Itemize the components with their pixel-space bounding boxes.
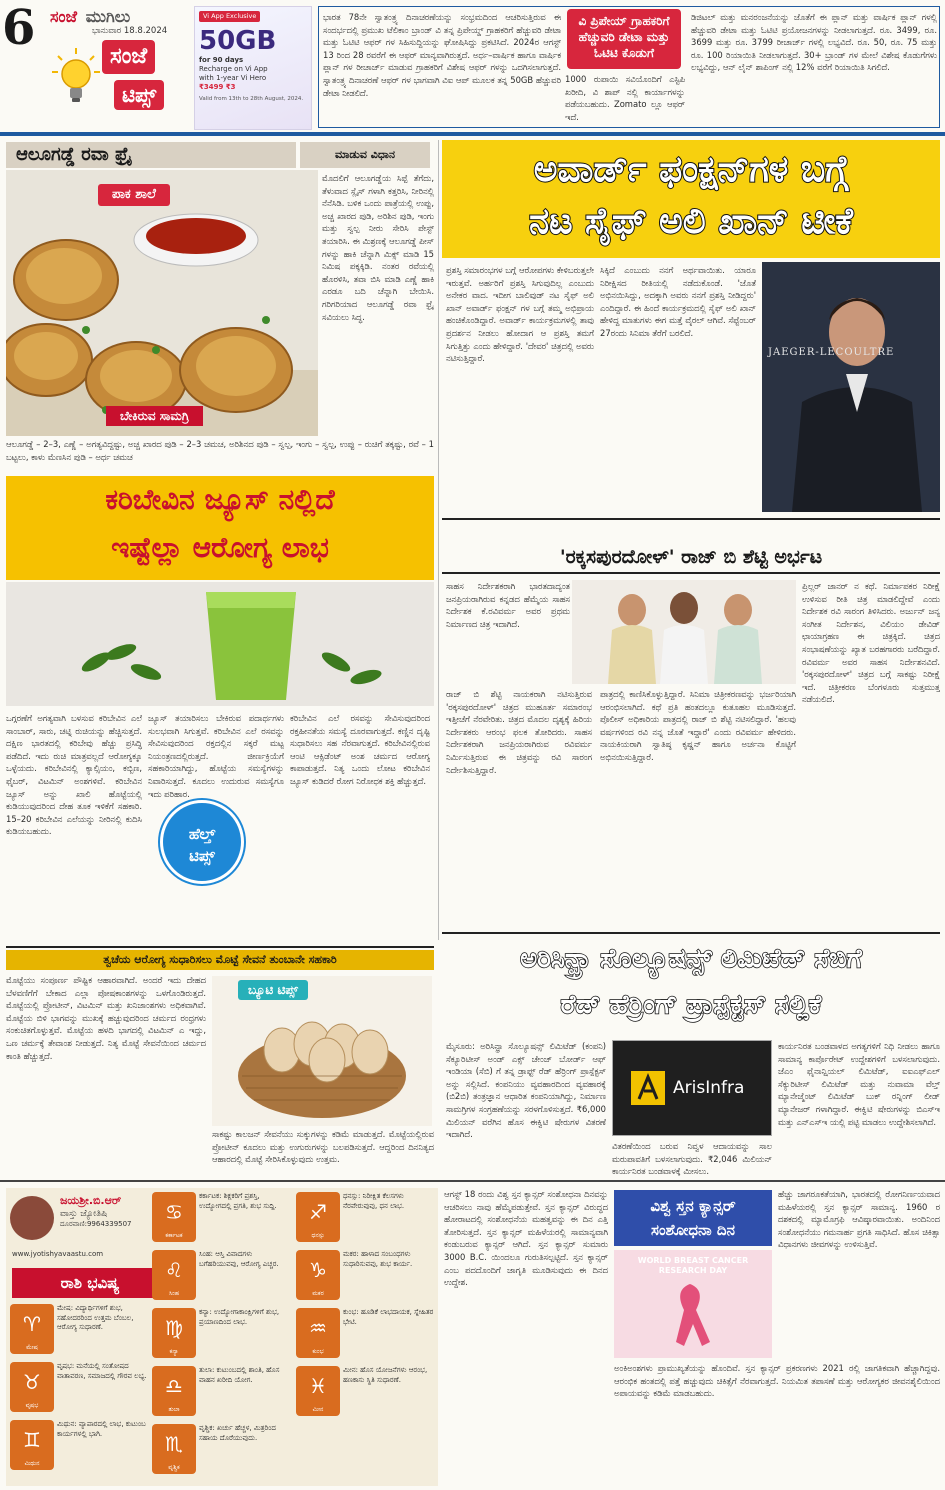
arisinfra-logo-text: ArisInfra bbox=[673, 1078, 745, 1098]
astrologer-phone: ದೂರವಾಣಿ:9964339507 bbox=[60, 1220, 132, 1228]
kitchen-label: ಪಾಕ ಶಾಲೆ bbox=[98, 184, 170, 206]
curry-headline bbox=[6, 476, 434, 580]
award-article-column: ಪ್ರಶಸ್ತಿ ಸಮಾರಂಭಗಳ ಬಗ್ಗೆ ಆರೋಪಗಳು ಕೇಳಿಬರುತ್ತಲೇ ಇರುತ್ತವೆ. ಅರ್ಹರಿಗೆ ಪ್ರಶಸ್ತಿ ಸಿಗುವುದಿಲ್ಲ ಎಂಬುದು ಅನೇಕರ ವಾದ. ಇದೀಗ ಬಾಲಿವುಡ್ ನಟ ಸೈಫ್ ಅಲಿ ಖಾನ್ ಅವಾರ್ಡ್ ಫಂಕ್ಷನ್ ಗಳ ಬಗ್ಗೆ ತಮ್ಮ ಅಭಿಪ್ರಾಯ ಹಂಚಿಕೊಂಡಿದ್ದಾರೆ. ಅವಾರ್ಡ್ ಕಾರ್ಯಕ್ರಮಗಳಲ್ಲಿ ತಾವು ಪ್ರದರ್ಶನ ನೀಡಲು ಹೋದಾಗ ಆ ಪ್ರಶಸ್ತಿ ತಮಗೆ ಸಿಗುತ್ತಿತ್ತು ಎಂದು ಹೇಳಿದ್ದಾರೆ. 'ದೇವರ' ಚಿತ್ರದಲ್ಲಿ ಅವರು ನಟಿಸುತ್ತಿದ್ದಾರೆ. bbox=[446, 265, 594, 364]
zodiac-libra bbox=[152, 1366, 292, 1422]
sagittarius-icon: ♐ ಧನಸ್ಸು bbox=[296, 1192, 340, 1242]
cancer-day-title-line1: ವಿಶ್ವ ಸ್ತನ ಕ್ಯಾನ್ಸರ್ bbox=[650, 1197, 736, 1215]
ad-tag: Vi App Exclusive bbox=[199, 11, 260, 22]
cast-group-illustration bbox=[572, 580, 796, 684]
article-column: ಭಾರತ 78ನೇ ಸ್ವಾತಂತ್ರ್ಯ ದಿನಾಚರಣೆಯನ್ನು ಸಂಭ್ರಮದಿಂದ ಆಚರಿಸುತ್ತಿರುವ ಈ ಸಂದರ್ಭದಲ್ಲಿ ಪ್ರಮುಖ ಟೆಲಿಕಾಂ ಬ್ರಾಂಡ್ ವಿ ತನ್ನ ಪ್ರಿಪೇಯ್ಡ್ ಗ್ರಾಹಕರಿಗೆ ಹೆಚ್ಚುವರಿ ಡೇಟಾ ಮತ್ತು ಓಟಿಟಿ ಆಫರ್ ಗಳ ಸಿಹಿಸುದ್ದಿಯನ್ನು ಘೋಷಿಸಿದ್ದು ಪ್ರಕಟಿಸಿದೆ. 2024ರ ಆಗಸ್ಟ್ 13 ರಿಂದ 28 ರವರೆಗೆ ಈ ಆಫರ್ ಮಾನ್ಯವಾಗಿರುತ್ತದೆ. ಅರ್ಧ–ವಾರ್ಷಿಕ ಹಾಗೂ ವಾರ್ಷಿಕ ಪ್ಲಾನ್ ಗಳ ರೀಚಾರ್ಜ್ ಮಾಡುವ ಗ್ರಾಹಕರಿಗೆ ವಿಶೇಷ ಆಫರ್ ಗಳನ್ನು ಒದಗಿಸಲಾಗುತ್ತದೆ. ಸ್ವಾತಂತ್ರ್ಯ ದಿನಾಚರಣೆ ಆಫರ್ ಗಳ ಭಾಗವಾಗಿ ವಿಐ ಆಪ್ ಮೂಲಕ ತನ್ನ 50GB ಹೆಚ್ಚುವರಿ ಡೇಟಾ ನೀಡಲಿದೆ. bbox=[323, 12, 561, 98]
arisinfra-headline bbox=[442, 936, 940, 1036]
ad-price: ₹3499 ₹3 bbox=[199, 83, 236, 92]
horoscope-panel bbox=[6, 1188, 438, 1486]
ad-line1: for 90 days bbox=[199, 56, 244, 65]
libra-icon: ♎ ತುಲಾ bbox=[152, 1366, 196, 1416]
curry-article-column: ಜ್ಯೂಸ್ ತಯಾರಿಸಲು ಬೇಕಿರುವ ಪದಾರ್ಥಗಳು ಸುಲಭವಾಗಿ ಸಿಗುತ್ತವೆ. ಕರಿಬೇವಿನ ಎಲೆ ರಸವನ್ನು ಸೇವಿಸುವುದರಿಂದ ರಕ್ತದಲ್ಲಿನ ಸಕ್ಕರೆ ಮಟ್ಟ ನಿಯಂತ್ರಣದಲ್ಲಿರುತ್ತದೆ. ಜೀರ್ಣಕ್ರಿಯೆಗೆ ಸಹಕಾರಿಯಾಗಿದ್ದು, ಹೊಟ್ಟೆಯ ಸಮಸ್ಯೆಗಳನ್ನು ನಿವಾರಿಸುತ್ತದೆ. ಕೂದಲು ಉದುರುವ ಸಮಸ್ಯೆಗೂ ಇದು ಪರಿಹಾರ. bbox=[148, 713, 284, 799]
eggs-basket-photo bbox=[212, 976, 432, 1126]
zodiac-text: ಕನ್ಯಾ: ಉದ್ಯೋಗಾಕಾಂಕ್ಷಿಗಳಿಗೆ ಶುಭ, ಪ್ರಯಾಣದಿಂದ ಲಾಭ. bbox=[199, 1308, 280, 1326]
astrologer-avatar bbox=[10, 1196, 54, 1240]
zodiac-text: ಮಕರ: ಹಾಳಾದ ಸಂಬಂಧಗಳು ಸುಧಾರಿಸುವವು, ಶುಭ ಕಾರ್ಯ. bbox=[343, 1250, 413, 1268]
page-number: 6 bbox=[2, 0, 36, 56]
zodiac-text: ಸಿಂಹ: ಆಸ್ತಿ ವಿವಾದಗಳು ಬಗೆಹರಿಯುವವು, ಆರೋಗ್ಯ ಎಚ್ಚರ. bbox=[199, 1250, 279, 1268]
zodiac-aries bbox=[10, 1304, 150, 1360]
poster-title: WORLD BREAST CANCER RESEARCH DAY bbox=[637, 1256, 749, 1275]
recipe-photo bbox=[6, 170, 318, 436]
curry-article-column: ಕರಿಬೇವಿನ ಎಲೆ ರಸವನ್ನು ಸೇವಿಸುವುದರಿಂದ ರಕ್ತಹೀನತೆಯ ಸಮಸ್ಯೆ ದೂರವಾಗುತ್ತದೆ. ಕಣ್ಣಿನ ದೃಷ್ಟಿ ಸುಧಾರಿಸಲು ಸಹ ನೆರವಾಗುತ್ತದೆ. ಕರಿಬೇವಿನಲ್ಲಿರುವ ಆಂಟಿ ಆಕ್ಸಿಡೆಂಟ್ ಅಂಶ ಚರ್ಮದ ಆರೋಗ್ಯ ಕಾಪಾಡುತ್ತದೆ. ನಿತ್ಯ ಒಂದು ಲೋಟ ಕರಿಬೇವಿನ ಜ್ಯೂಸ್ ಕುಡಿದರೆ ರೋಗ ನಿರೋಧಕ ಶಕ್ತಿ ಹೆಚ್ಚುತ್ತದೆ. bbox=[290, 713, 430, 786]
aquarius-icon: ♒ ಕುಂಭ bbox=[296, 1308, 340, 1358]
section-divider bbox=[0, 132, 945, 136]
skin-article-column: ಸಾಕಷ್ಟು ಕಾಲಜನ್ ಸೇವನೆಯು ಸುಕ್ಕುಗಳನ್ನು ಕಡಿಮೆ ಮಾಡುತ್ತದೆ. ಮೊಟ್ಟೆಯಲ್ಲಿರುವ ಪ್ರೋಟೀನ್ ಕೂದಲು ಮತ್ತು ಉಗುರುಗಳನ್ನು ಬಲಪಡಿಸುತ್ತದೆ. ಆದ್ದರಿಂದ ದಿನನಿತ್ಯದ ಆಹಾರದಲ್ಲಿ ಮೊಟ್ಟೆ ಸೇರಿಸಿಕೊಳ್ಳುವುದು ಉತ್ತಮ. bbox=[212, 1129, 434, 1165]
column-divider bbox=[438, 140, 439, 940]
health-tips-line1: ಹೆಲ್ತ್ bbox=[188, 825, 216, 843]
recipe-title: ಆಲೂಗಡ್ಡೆ ರವಾ ಫ್ರೈ bbox=[6, 142, 296, 168]
movie-launch-photo bbox=[572, 580, 796, 684]
zodiac-text: ಕರ್ಕಾಟಕ: ಶಿಕ್ಷಕರಿಗೆ ಪ್ರಶಸ್ತಿ, ಉದ್ಯೋಗದಲ್ಲಿ ಪ್ರಗತಿ, ಶುಭ ಸುದ್ದಿ. bbox=[199, 1192, 277, 1210]
ad-line2: Recharge on Vi App bbox=[199, 65, 268, 74]
arisinfra-headline-line2: ರೆಡ್ ಹೆರ್ರಿಂಗ್ ಪ್ರಾಸ್ಪೆಕ್ಟಸ್ ಸಲ್ಲಿಕೆ bbox=[560, 990, 822, 1020]
leo-icon: ♌ ಸಿಂಹ bbox=[152, 1250, 196, 1300]
zodiac-leo bbox=[152, 1250, 292, 1306]
skin-article-column: ಮೊಟ್ಟೆಯು ಸಂಪೂರ್ಣ ಪೌಷ್ಟಿಕ ಆಹಾರವಾಗಿದೆ. ಅಂದರೆ ಇದು ದೇಹದ ಬೆಳವಣಿಗೆಗೆ ಬೇಕಾದ ಎಲ್ಲಾ ಪೋಷಕಾಂಶಗಳನ್ನು ಒಳಗೊಂಡಿರುತ್ತದೆ. ಮೊಟ್ಟೆಯಲ್ಲಿ ಪ್ರೋಟೀನ್, ವಿಟಮಿನ್ ಮತ್ತು ಖನಿಜಾಂಶಗಳು ಅಧಿಕವಾಗಿವೆ. ಮೊಟ್ಟೆಯ ಬಿಳಿ ಭಾಗವನ್ನು ಮುಖಕ್ಕೆ ಹಚ್ಚುವುದರಿಂದ ಚರ್ಮದ ರಂಧ್ರಗಳು ಸಂಕುಚಿತಗೊಳ್ಳುತ್ತವೆ. ಮೊಟ್ಟೆಯ ಹಳದಿ ಭಾಗದಲ್ಲಿ ವಿಟಮಿನ್ ಎ ಇದ್ದು, ಒಣ ಚರ್ಮಕ್ಕೆ ತೇವಾಂಶ ನೀಡುತ್ತದೆ. ನಿತ್ಯ ಮೊಟ್ಟೆ ಸೇವನೆಯಿಂದ ಚರ್ಮದ ಕಾಂತಿ ಹೆಚ್ಚುತ್ತದೆ. bbox=[6, 975, 206, 1061]
zodiac-text: ವೃಶ್ಚಿಕ: ಖರ್ಚು ಹೆಚ್ಚಳ, ಮಿತ್ರರಿಂದ ಸಹಾಯ ದೊರೆಯುವುದು. bbox=[199, 1424, 276, 1442]
cancer-day-title bbox=[614, 1190, 772, 1246]
skin-headline: ತ್ವಚೆಯ ಆರೋಗ್ಯ ಸುಧಾರಿಸಲು ಮೊಟ್ಟೆ ಸೇವನೆ ತುಂಬಾನೇ ಸಹಕಾರಿ bbox=[6, 950, 434, 970]
health-tips-badge bbox=[160, 800, 244, 884]
curry-headline-line2: ಇಷ್ಟೆಲ್ಲಾ ಆರೋಗ್ಯ ಲಾಭ bbox=[111, 531, 329, 564]
cancer-day-title-line2: ಸಂಶೋಧನಾ ದಿನ bbox=[651, 1221, 735, 1239]
zodiac-sagittarius bbox=[296, 1192, 436, 1248]
arisinfra-logo bbox=[612, 1040, 772, 1136]
section-subtitle: ಟಿಪ್ಸ್ bbox=[114, 80, 164, 110]
arisinfra-article-column: ಮೈಸೂರು: ಅರಿಸಿನ್ಫ್ರಾ ಸೊಲ್ಯೂಷನ್ಸ್ ಲಿಮಿಟೆಡ್ (ಕಂಪನಿ) ಸೆಕ್ಯೂರಿಟೀಸ್ ಅಂಡ್ ಎಕ್ಸ್ ಚೇಂಜ್ ಬೋರ್ಡ್ ಆಫ್ ಇಂಡಿಯಾ (ಸೆಬಿ) ಗೆ ತನ್ನ ಡ್ರಾಫ್ಟ್ ರೆಡ್ ಹೆರ್ರಿಂಗ್ ಪ್ರಾಸ್ಪೆಕ್ಟಸ್ ಅನ್ನು ಸಲ್ಲಿಸಿದೆ. ಕಂಪನಿಯು ವ್ಯವಹಾರದಿಂದ ವ್ಯವಹಾರಕ್ಕೆ (ಬಿ2ಬಿ) ತಂತ್ರಜ್ಞಾನ ಆಧಾರಿತ ಕಂಪನಿಯಾಗಿದ್ದು, ನಿರ್ಮಾಣ ಸಾಮಗ್ರಿಗಳ ಸಂಗ್ರಹಣೆಯನ್ನು ಸರಳಗೊಳಿಸುತ್ತದೆ. ₹6,000 ಮಿಲಿಯನ್ ವರೆಗಿನ ಹೊಸ ಈಕ್ವಿಟಿ ಷೇರುಗಳ ವಿತರಣೆ ಇದಾಗಿದೆ. bbox=[446, 1041, 606, 1140]
article-column: ಡಿಜಿಟಲ್ ಮತ್ತು ಮನರಂಜನೆಯನ್ನು ಜೊತೆಗೆ ಈ ಪ್ಲಾನ್ ಮತ್ತು ವಾರ್ಷಿಕ ಪ್ಲಾನ್ ಗಳಲ್ಲಿ ಹೆಚ್ಚುವರಿ ಡೇಟಾ ಮತ್ತು ಓಟಿಟಿ ಪ್ರಯೋಜನಗಳನ್ನು ನೀಡಲಾಗುತ್ತದೆ. ರೂ. 3499, ರೂ. 3699 ಮತ್ತು ರೂ. 3799 ರೀಚಾರ್ಜ್ ಗಳಲ್ಲಿ ಲಭ್ಯವಿದೆ. ರೂ. 50, ರೂ. 75 ಮತ್ತು ರೂ. 100 ರಿಯಾಯಿತಿ ನೀಡಲಾಗುತ್ತದೆ. 30+ ಬ್ರಾಂಡ್ ಗಳ ಮೇಲೆ ವಿಶೇಷ ಕೊಡುಗೆಗಳು ಲಭ್ಯವಿದ್ದು, ಆನ್ ಲೈನ್ ಶಾಪಿಂಗ್ ನಲ್ಲಿ 12% ವರೆಗೆ ರಿಯಾಯಿತಿ ಸಿಗಲಿದೆ. bbox=[691, 12, 937, 73]
rakkasapura-article-column: ಪಾತ್ರದಲ್ಲಿ ಕಾಣಿಸಿಕೊಳ್ಳುತ್ತಿದ್ದಾರೆ. ಸಿನಿಮಾ ಚಿತ್ರೀಕರಣವನ್ನು ಭರ್ಜರಿಯಾಗಿ ಆರಂಭಿಸಲಾಗಿದೆ. ಕಥೆ ಪ್ರತಿ ಹಂತದಲ್ಲೂ ಕುತೂಹಲ ಮೂಡಿಸುತ್ತದೆ. ಪೊಲೀಸ್ ಅಧಿಕಾರಿಯ ಪಾತ್ರದಲ್ಲಿ ರಾಜ್ ಬಿ ಶೆಟ್ಟಿ ನಟಿಸಲಿದ್ದಾರೆ. 'ಹಲವು ವರ್ಷಗಳಿಂದ ರವಿ ನನ್ನ ಜೊತೆ ಇದ್ದಾರೆ' ಎಂದು ರವಿವರ್ಮ ಹೇಳಿದರು. ನಾಯಕಿಯರಾಗಿ ಸ್ವಾತಿಷ್ಠ ಕೃಷ್ಣನ್ ಹಾಗೂ ಅರ್ಚನಾ ಕೊಟ್ಟಿಗೆ ಅಭಿನಯಿಸುತ್ತಿದ್ದಾರೆ. bbox=[600, 689, 796, 762]
lightbulb-icon bbox=[50, 46, 102, 106]
recipe-method-text: ಮೊದಲಿಗೆ ಆಲೂಗಡ್ಡೆಯ ಸಿಪ್ಪೆ ತೆಗೆದು, ತೆಳುವಾದ ಸ್ಲೈಸ್ ಗಳಾಗಿ ಕತ್ತರಿಸಿ, ನೀರಿನಲ್ಲಿ ನೆನೆಸಿಡಿ. ಬಳಿಕ ಒಂದು ಪಾತ್ರೆಯಲ್ಲಿ ಉಪ್ಪು, ಅಚ್ಚ ಖಾರದ ಪುಡಿ, ಅರಿಶಿನ ಪುಡಿ, ಇಂಗು ಮತ್ತು ಸ್ವಲ್ಪ ನೀರು ಸೇರಿಸಿ ಪೇಸ್ಟ್ ತಯಾರಿಸಿ. ಈ ಮಿಶ್ರಣಕ್ಕೆ ಆಲೂಗಡ್ಡೆ ಪೀಸ್ ಗಳನ್ನು ಹಾಕಿ ಚೆನ್ನಾಗಿ ಮಿಕ್ಸ್ ಮಾಡಿ 15 ನಿಮಿಷ ಪಕ್ಕಕ್ಕಿಡಿ. ನಂತರ ರವೆಯಲ್ಲಿ ಹೊರಳಿಸಿ, ತವಾ ಬಿಸಿ ಮಾಡಿ ಎಣ್ಣೆ ಹಾಕಿ ಎರಡೂ ಬದಿ ಚೆನ್ನಾಗಿ ಬೇಯಿಸಿ. ಗರಿಗರಿಯಾದ ಆಲೂಗಡ್ಡೆ ರವಾ ಫ್ರೈ ಸವಿಯಲು ಸಿದ್ಧ. bbox=[322, 173, 434, 322]
cancer-icon: ♋ ಕರ್ಕಾಟಕ bbox=[152, 1192, 196, 1242]
ad-line3: with 1-year Vi Hero bbox=[199, 74, 267, 83]
horoscope-title: ರಾಶಿ ಭವಿಷ್ಯ bbox=[12, 1268, 168, 1298]
zodiac-text: ಮೇಷ: ವಿದ್ಯಾರ್ಥಿಗಳಿಗೆ ಶುಭ, ಸಹೋದರರಿಂದ ಉತ್ತಮ ಬೆಂಬಲ, ಆರೋಗ್ಯ ಸುಧಾರಣೆ. bbox=[57, 1304, 134, 1331]
health-tips-line2: ಟಿಪ್ಸ್ bbox=[189, 847, 215, 865]
zodiac-aquarius bbox=[296, 1308, 436, 1364]
rakkasapura-headline: 'ರಕ್ಕಸಪುರದೋಳ್' ರಾಜ್ ಬಿ ಶೆಟ್ಟಿ ಅರ್ಭಟ bbox=[442, 540, 940, 574]
vi-advertisement[interactable] bbox=[194, 6, 312, 130]
curry-article-column: ಒಗ್ಗರಣೆಗೆ ಅಗತ್ಯವಾಗಿ ಬಳಸುವ ಕರಿಬೇವಿನ ಎಲೆ ಸಾಂಬಾರ್, ಸಾರು, ಚಟ್ನಿ ರುಚಿಯನ್ನು ಹೆಚ್ಚಿಸುತ್ತದೆ. ದಕ್ಷಿಣ ಭಾರತದಲ್ಲಿ ಕರಿಬೇವು ಹೆಚ್ಚು ಪ್ರಸಿದ್ಧಿ ಪಡೆದಿದೆ. ಇದು ರುಚಿ ಮಾತ್ರವಲ್ಲದೆ ಆರೋಗ್ಯಕ್ಕೂ ಒಳ್ಳೆಯದು. ಕರಿಬೇವಿನಲ್ಲಿ ಕ್ಯಾಲ್ಸಿಯಂ, ಕಬ್ಬಿಣ, ಫೈಬರ್, ವಿಟಮಿನ್ ಅಂಶಗಳಿವೆ. ಕರಿಬೇವಿನ ಜ್ಯೂಸ್ ಅನ್ನು ಖಾಲಿ ಹೊಟ್ಟೆಯಲ್ಲಿ ಕುಡಿಯುವುದರಿಂದ ದೇಹ ತೂಕ ಇಳಿಕೆಗೆ ಸಹಕಾರಿ. 15–20 ಕರಿಬೇವಿನ ಎಲೆಯನ್ನು ನೀರಿನಲ್ಲಿ ಕುದಿಸಿ ಕುಡಿಯಬಹುದು. bbox=[6, 713, 142, 837]
brand-subtitle: ಮುಗಿಲು bbox=[85, 7, 131, 26]
article-headline: ವಿ ಪ್ರಿಪೇಯ್ ಗ್ರಾಹಕರಿಗೆ ಹೆಚ್ಚುವರಿ ಡೇಟಾ ಮತ್ತು ಓಟಿಟಿ ಕೊಡುಗೆ bbox=[567, 9, 681, 69]
curry-juice-photo bbox=[6, 582, 434, 706]
ad-headline: 50GB bbox=[199, 26, 277, 57]
cancer-article-column: ಅಂಕಿಅಂಶಗಳು ಪ್ರಾಮುಖ್ಯತೆಯನ್ನು ಹೊಂದಿವೆ. ಸ್ತನ ಕ್ಯಾನ್ಸರ್ ಪ್ರಕರಣಗಳು 2021 ರಲ್ಲಿ ಜಾಗತಿಕವಾಗಿ ಹೆಚ್ಚಾಗಿದ್ದವು. ಆರಂಭಿಕ ಹಂತದಲ್ಲಿ ಪತ್ತೆ ಹಚ್ಚುವುದು ಚಿಕಿತ್ಸೆಗೆ ನೆರವಾಗುತ್ತದೆ. ನಿಯಮಿತ ತಪಾಸಣೆ ಮತ್ತು ಆರೋಗ್ಯಕರ ಜೀವನಶೈಲಿಯಿಂದ ಅಪಾಯವನ್ನು ಕಡಿಮೆ ಮಾಡಬಹುದು. bbox=[614, 1363, 940, 1399]
capricorn-icon: ♑ ಮಕರ bbox=[296, 1250, 340, 1300]
rakkasapura-article-column: ಪ್ರಿಲ್ಲರ್ ಜಾನರ್ ನ ಕಥೆ. ನಿರ್ಮಾಪಕರ ನಿರೀಕ್ಷೆ ಉಳಿಸುವ ರೀತಿ ಚಿತ್ರ ಮಾಡಲಿದ್ದೇವೆ ಎಂದು ನಿರ್ದೇಶಕ ರವಿ ಸಾರಂಗ ತಿಳಿಸಿದರು. ಅರ್ಜುನ್ ಜನ್ಯ ಸಂಗೀತ ನಿರ್ದೇಶನ, ವಿಲಿಯಂ ಡೇವಿಡ್ ಛಾಯಾಗ್ರಹಣ ಈ ಚಿತ್ರಕ್ಕಿದೆ. ಚಿತ್ರದ ಸಂಭಾಷಣೆಯನ್ನು ಖ್ಯಾತ ಬರಹಗಾರರು ಬರೆದಿದ್ದಾರೆ. ರವಿವರ್ಮ ಅವರ ಸಾಹಸ ನಿರ್ದೇಶನವಿದೆ. 'ರಕ್ಕಸಪುರದೋಳ್' ಚಿತ್ರದ ಬಗ್ಗೆ ಸಾಕಷ್ಟು ನಿರೀಕ್ಷೆ ಇದೆ. ಚಿತ್ರೀಕರಣ ಬೆಂಗಳೂರು ಸುತ್ತಮುತ್ತ ನಡೆಯಲಿದೆ. bbox=[802, 581, 940, 705]
virgo-icon: ♍ ಕನ್ಯಾ bbox=[152, 1308, 196, 1358]
gemini-icon: ♊ ಮಿಥುನ bbox=[10, 1420, 54, 1470]
beauty-tips-tag: ಬ್ಯೂಟಿ ಟಿಪ್ಸ್ bbox=[238, 980, 308, 1000]
section-divider bbox=[442, 932, 940, 934]
zodiac-cancer bbox=[152, 1192, 292, 1248]
cancer-article-column: ಆಗಸ್ಟ್ 18 ರಂದು ವಿಶ್ವ ಸ್ತನ ಕ್ಯಾನ್ಸರ್ ಸಂಶೋಧನಾ ದಿನವನ್ನು ಆಚರಿಸಲು ನಾವು ಹೆಮ್ಮೆಪಡುತ್ತೇವೆ. ಸ್ತನ ಕ್ಯಾನ್ಸರ್ ವಿರುದ್ಧದ ಹೋರಾಟದಲ್ಲಿ ಸಂಶೋಧನೆಯ ಮಹತ್ವವನ್ನು ಈ ದಿನ ಎತ್ತಿ ತೋರಿಸುತ್ತದೆ. ಸ್ತನ ಕ್ಯಾನ್ಸರ್ ಮಹಿಳೆಯರಲ್ಲಿ ಸಾಮಾನ್ಯವಾಗಿ ಕಂಡುಬರುವ ಕ್ಯಾನ್ಸರ್ ಆಗಿದೆ. ಸ್ತನ ಕ್ಯಾನ್ಸರ್ ಸುಮಾರು 3000 B.C. ಯಿಂದಲೂ ಗುರುತಿಸಲ್ಪಟ್ಟಿದೆ. ಸ್ತನ ಕ್ಯಾನ್ಸರ್ ಎಂಬ ಪದದೊಂದಿಗೆ ಜಾಗೃತಿ ಮೂಡಿಸುವುದು ಈ ದಿನದ ಉದ್ದೇಶ. bbox=[444, 1189, 608, 1288]
ad-footer: Valid from 13th to 28th August, 2024. bbox=[199, 96, 304, 103]
zodiac-text: ವೃಷಭ: ಮನೆಯಲ್ಲಿ ಸಂತೋಷದ ವಾತಾವರಣ, ಸಮಾಜದಲ್ಲಿ ಗೌರವ ಲಭ್ಯ. bbox=[57, 1362, 147, 1380]
scorpio-icon: ♏ ವೃಶ್ಚಿಕ bbox=[152, 1424, 196, 1474]
arisinfra-article-column: ವಿತರಣೆಯಿಂದ ಬರುವ ನಿವ್ವಳ ಆದಾಯವನ್ನು ಸಾಲ ಮರುಪಾವತಿಗೆ ಬಳಸಲಾಗುವುದು. ₹2,046 ಮಿಲಿಯನ್ ಕಾರ್ಯನಿರತ ಬಂಡವಾಳಕ್ಕೆ ಮೀಸಲು. bbox=[612, 1141, 772, 1176]
vi-prepaid-article bbox=[318, 6, 940, 128]
taurus-icon: ♉ ವೃಷಭ bbox=[10, 1362, 54, 1412]
arisinfra-headline-line1: ಅರಿಸಿನ್ಫ್ರಾ ಸೊಲ್ಯೂಷನ್ಸ್ ಲಿಮಿಟೆಡ್ ಸೆಬಿಗೆ bbox=[520, 944, 862, 974]
ingredients-label: ಬೇಕಿರುವ ಸಾಮಗ್ರಿ bbox=[106, 406, 203, 426]
astrologer-website[interactable]: www.jyotishyavaastu.com bbox=[12, 1250, 104, 1258]
astrologer-name: ಜಯಶ್ರೀ.ಬಿ.ಆರ್ bbox=[60, 1194, 122, 1207]
zodiac-virgo bbox=[152, 1308, 292, 1364]
zodiac-text: ಮಿಥುನ: ವ್ಯಾಪಾರದಲ್ಲಿ ಲಾಭ, ಕುಟುಂಬ ಕಾರ್ಯಗಳಲ್ಲಿ ಭಾಗಿ. bbox=[57, 1420, 146, 1438]
award-headline-line2: ನಟ ಸೈಫ್ ಅಲಿ ಖಾನ್ ಟೀಕೆ bbox=[529, 201, 853, 242]
article-column: 1000 ರುಪಾಯಿ ಸವಿಯೊಂದಿಗೆ ಎಸ್ಟಿಪಿ ಖರೀದಿ, ವಿ ಶಾಪ್ ನಲ್ಲಿ ಕಾರ್ಯಾಗಳನ್ನು ಪಡೆಯಬಹುದು. Zomato ಲ್ಲೂ ಆಫರ್ ಇದೆ. bbox=[565, 74, 685, 122]
zodiac-capricorn bbox=[296, 1250, 436, 1306]
cancer-day-poster bbox=[614, 1250, 772, 1358]
brand-backdrop-text: JAEGER-LECOULTRE bbox=[768, 347, 895, 358]
curry-juice-illustration bbox=[6, 582, 434, 706]
actor-photo bbox=[762, 262, 940, 512]
zodiac-taurus bbox=[10, 1362, 150, 1418]
award-headline bbox=[442, 140, 940, 258]
zodiac-text: ಧನಸ್ಸು: ನಿರೀಕ್ಷಿತ ಕೆಲಸಗಳು ನೆರವೇರುವುವು, ಧನ ಲಾಭ. bbox=[343, 1192, 405, 1210]
zodiac-gemini bbox=[10, 1420, 150, 1476]
section-divider bbox=[0, 1180, 945, 1182]
zodiac-text: ತುಲಾ: ಕುಟುಂಬದಲ್ಲಿ ಶಾಂತಿ, ಹೊಸ ವಾಹನ ಖರೀದಿ ಯೋಗ. bbox=[199, 1366, 280, 1384]
zodiac-text: ಮೀನ: ಹೊಸ ಯೋಜನೆಗಳು ಆರಂಭ, ಹಣಕಾಸು ಸ್ಥಿತಿ ಸುಧಾರಣೆ. bbox=[343, 1366, 428, 1384]
rakkasapura-article-column: ಸಾಹಸ ನಿರ್ದೇಶಕರಾಗಿ ಭಾರತದಾದ್ಯಂತ ಜನಪ್ರಿಯರಾಗಿರುವ ಕನ್ನಡದ ಹೆಮ್ಮೆಯ ಸಾಹಸ ನಿರ್ದೇಶಕ ಕೆ.ರವಿವರ್ಮ ಅವರ ಪ್ರಥಮ ನಿರ್ಮಾಣದ ಚಿತ್ರ ಇದಾಗಿದೆ. bbox=[446, 581, 570, 629]
section-masthead bbox=[50, 4, 190, 114]
section-title: ಸಂಜೆ bbox=[102, 40, 155, 74]
zodiac-text: ಕುಂಭ: ಹೂಡಿಕೆ ಲಾಭದಾಯಕ, ಸ್ನೇಹಿತರ ಭೇಟಿ. bbox=[343, 1308, 434, 1326]
recipe-method-label: ಮಾಡುವ ವಿಧಾನ bbox=[300, 142, 430, 168]
actor-silhouette bbox=[762, 262, 940, 512]
brand-name: ಸಂಜೆ bbox=[50, 7, 77, 26]
award-headline-line1: ಅವಾರ್ಡ್ ಫಂಕ್ಷನ್‌ಗಳ ಬಗ್ಗೆ bbox=[533, 149, 849, 190]
curry-headline-line1: ಕರಿಬೇವಿನ ಜ್ಯೂಸ್ ನಲ್ಲಿದೆ bbox=[105, 483, 335, 516]
arisinfra-article-column: ಕಾರ್ಯನಿರತ ಬಂಡವಾಳದ ಅಗತ್ಯಗಳಿಗೆ ನಿಧಿ ನೀಡಲು ಹಾಗೂ ಸಾಮಾನ್ಯ ಕಾರ್ಪೊರೇಟ್ ಉದ್ದೇಶಗಳಿಗೆ ಬಳಸಲಾಗುವುದು. ಜೆಎಂ ಫೈನಾನ್ಷಿಯಲ್ ಲಿಮಿಟೆಡ್, ಐಐಎಫ್ಎಲ್ ಸೆಕ್ಯುರಿಟೀಸ್ ಲಿಮಿಟೆಡ್ ಮತ್ತು ನುವಾಮಾ ವೆಲ್ತ್ ಮ್ಯಾನೇಜ್ಮೆಂಟ್ ಲಿಮಿಟೆಡ್ ಬುಕ್ ರನ್ನಿಂಗ್ ಲೀಡ್ ಮ್ಯಾನೇಜರ್ ಗಳಾಗಿದ್ದಾರೆ. ಈಕ್ವಿಟಿ ಷೇರುಗಳನ್ನು ಬಿಎಸ್ಇ ಮತ್ತು ಎನ್ಎಸ್ಇ ಯಲ್ಲಿ ಪಟ್ಟಿ ಮಾಡಲು ಉದ್ದೇಶಿಸಲಾಗಿದೆ. bbox=[778, 1041, 940, 1127]
astrologer-title: ವಾಸ್ತು ಜ್ಯೋತಿಷಿ bbox=[60, 1209, 108, 1219]
aries-icon: ♈ ಮೇಷ bbox=[10, 1304, 54, 1354]
potato-fry-illustration bbox=[6, 170, 318, 436]
rakkasapura-article-column: ರಾಜ್ ಬಿ ಶೆಟ್ಟಿ ನಾಯಕರಾಗಿ ನಟಿಸುತ್ತಿರುವ 'ರಕ್ಕಸಪುರದೋಳ್' ಚಿತ್ರದ ಮುಹೂರ್ತ ಸಮಾರಂಭ ಇತ್ತೀಚೆಗೆ ನೆರವೇರಿತು. ಚಿತ್ರದ ಮೊದಲ ದೃಶ್ಯಕ್ಕೆ ಹಿರಿಯ ನಿರ್ದೇಶಕರು ಆರಂಭ ಫಲಕ ತೋರಿದರು. ಸಾಹಸ ನಿರ್ದೇಶಕರಾಗಿ ಜನಪ್ರಿಯರಾಗಿರುವ ರವಿವರ್ಮ ನಿರ್ಮಿಸುತ್ತಿರುವ ಈ ಚಿತ್ರವನ್ನು ರವಿ ಸಾರಂಗ ನಿರ್ದೇಶಿಸುತ್ತಿದ್ದಾರೆ. bbox=[446, 689, 592, 775]
section-divider bbox=[442, 518, 940, 520]
pisces-icon: ♓ ಮೀನ bbox=[296, 1366, 340, 1416]
zodiac-pisces bbox=[296, 1366, 436, 1422]
section-divider bbox=[6, 946, 434, 948]
award-article-column: ಸಿಕ್ಕಿದೆ ಎಂಬುದು ನನಗೆ ಅರ್ಥವಾಯಿತು. ಯಾರೂ ನಿರೀಕ್ಷಿಸದ ರೀತಿಯಲ್ಲಿ ನಡೆದುಕೊಂಡೆ. 'ಜೊತೆ ಅಭಿನಯಿಸಿದ್ದು, ಅದಕ್ಕಾಗಿ ಅವರು ನನಗೆ ಪ್ರಶಸ್ತಿ ನೀಡಿದ್ದರು' ಎಂದಿದ್ದಾರೆ. ಈ ಹಿಂದೆ ಕಾರ್ಯಕ್ರಮದಲ್ಲಿ ಸೈಫ್ ಅಲಿ ಖಾನ್ ಹೇಳಿದ್ದ ಮಾತುಗಳು ಈಗ ಮತ್ತೆ ವೈರಲ್ ಆಗಿವೆ. ಸೆಪ್ಟೆಂಬರ್ 27ರಂದು ಸಿನಿಮಾ ತೆರೆಗೆ ಬರಲಿದೆ. bbox=[600, 265, 756, 338]
issue-date: ಭಾನುವಾರ 18.8.2024 bbox=[92, 26, 168, 36]
recipe-ingredients-text: ಆಲೂಗಡ್ಡೆ – 2–3, ಎಣ್ಣೆ – ಅಗತ್ಯವಿದ್ದಷ್ಟು, ಅಚ್ಚ ಖಾರದ ಪುಡಿ – 2–3 ಚಮಚ, ಅರಿಶಿನದ ಪುಡಿ – ಸ್ವಲ್ಪ, ಇಂಗು – ಸ್ವಲ್ಪ, ಉಪ್ಪು – ರುಚಿಗೆ ತಕ್ಕಷ್ಟು, ರವೆ – 1 ಬಟ್ಟಲು, ಕಾಳು ಮೆಣಸಿನ ಪುಡಿ – ಅರ್ಧ ಚಮಚ bbox=[6, 439, 434, 462]
zodiac-scorpio bbox=[152, 1424, 292, 1480]
cancer-article-column: ಹೆಚ್ಚು ಜಾಗರೂಕತೆಯಾಗಿ, ಭಾರತದಲ್ಲಿ ರೋಗನಿರ್ಣಯವಾದ ಮಹಿಳೆಯರಲ್ಲಿ ಸ್ತನ ಕ್ಯಾನ್ಸರ್ ಸಾಮಾನ್ಯ. 1960 ರ ದಶಕದಲ್ಲಿ ಮ್ಯಾಮೊಗ್ರಫಿ ಆವಿಷ್ಕಾರವಾಯಿತು. ಅಂದಿನಿಂದ ಸಂಶೋಧನೆಯು ಗಮನಾರ್ಹ ಪ್ರಗತಿ ಸಾಧಿಸಿದೆ. ಹೊಸ ಚಿಕಿತ್ಸಾ ವಿಧಾನಗಳು ಜೀವಗಳನ್ನು ಉಳಿಸುತ್ತಿವೆ. bbox=[778, 1189, 940, 1250]
